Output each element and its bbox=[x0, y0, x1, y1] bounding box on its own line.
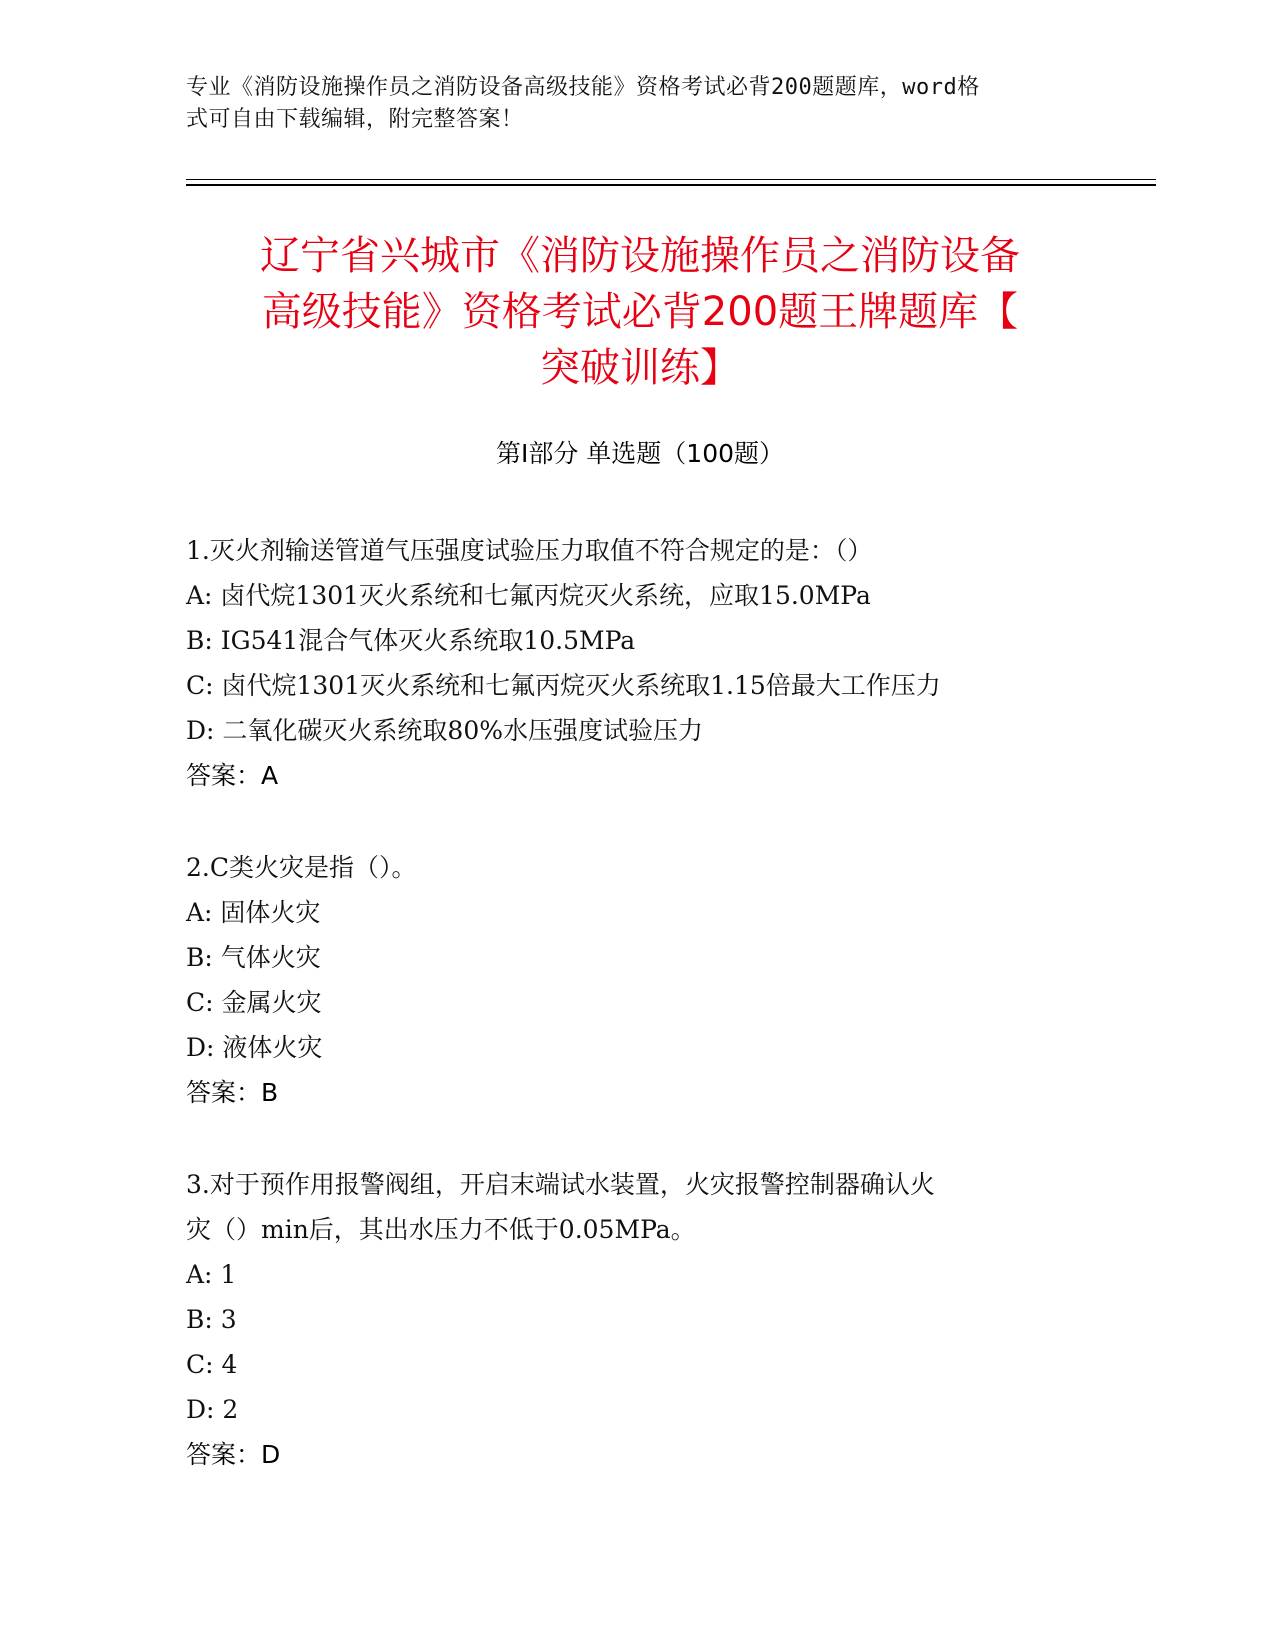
question-stem-continuation: 灾（）min后，其出水压力不低于0.05MPa。 bbox=[186, 1215, 696, 1244]
option-a: A: 固体火灾 bbox=[186, 898, 321, 927]
question-block bbox=[186, 1162, 1106, 1477]
option-b: B: 3 bbox=[186, 1305, 237, 1334]
header-divider-thick bbox=[186, 184, 1156, 186]
answer-line: 答案：A bbox=[186, 761, 279, 790]
answer-line: 答案：B bbox=[186, 1078, 279, 1107]
question-stem: 2.C类火灾是指（）。 bbox=[186, 853, 417, 882]
question-block bbox=[186, 845, 1106, 1115]
option-a: A: 1 bbox=[186, 1260, 237, 1289]
document-title bbox=[186, 228, 1094, 396]
header-divider-thin bbox=[186, 179, 1156, 180]
title-line: 高级技能》资格考试必背200题王牌题库【 bbox=[261, 289, 1019, 335]
answer-line: 答案：D bbox=[186, 1440, 281, 1469]
question-stem: 3.对于预作用报警阀组，开启末端试水装置，火灾报警控制器确认火 bbox=[186, 1170, 935, 1199]
question-block bbox=[186, 528, 1106, 798]
option-d: D: 液体火灾 bbox=[186, 1033, 323, 1062]
intro-line: 专业《消防设施操作员之消防设备高级技能》资格考试必背200题题库，word格 bbox=[186, 75, 980, 100]
option-d: D: 二氧化碳灭火系统取80%水压强度试验压力 bbox=[186, 716, 703, 745]
question-stem: 1.灭火剂输送管道气压强度试验压力取值不符合规定的是：（） bbox=[186, 536, 873, 565]
option-b: B: IG541混合气体灭火系统取10.5MPa bbox=[186, 626, 636, 655]
section-heading: 第Ⅰ部分 单选题（100题） bbox=[495, 439, 785, 468]
option-c: C: 卤代烷1301灭火系统和七氟丙烷灭火系统取1.15倍最大工作压力 bbox=[186, 671, 941, 700]
title-line: 辽宁省兴城市《消防设施操作员之消防设备 bbox=[260, 233, 1020, 279]
option-c: C: 金属火灾 bbox=[186, 988, 322, 1017]
option-d: D: 2 bbox=[186, 1395, 239, 1424]
intro-line: 式可自由下载编辑，附完整答案！ bbox=[186, 107, 524, 132]
title-line: 突破训练】 bbox=[540, 345, 740, 391]
option-b: B: 气体火灾 bbox=[186, 943, 321, 972]
option-c: C: 4 bbox=[186, 1350, 238, 1379]
option-a: A: 卤代烷1301灭火系统和七氟丙烷灭火系统，应取15.0MPa bbox=[186, 581, 871, 610]
document-intro bbox=[186, 72, 1076, 136]
